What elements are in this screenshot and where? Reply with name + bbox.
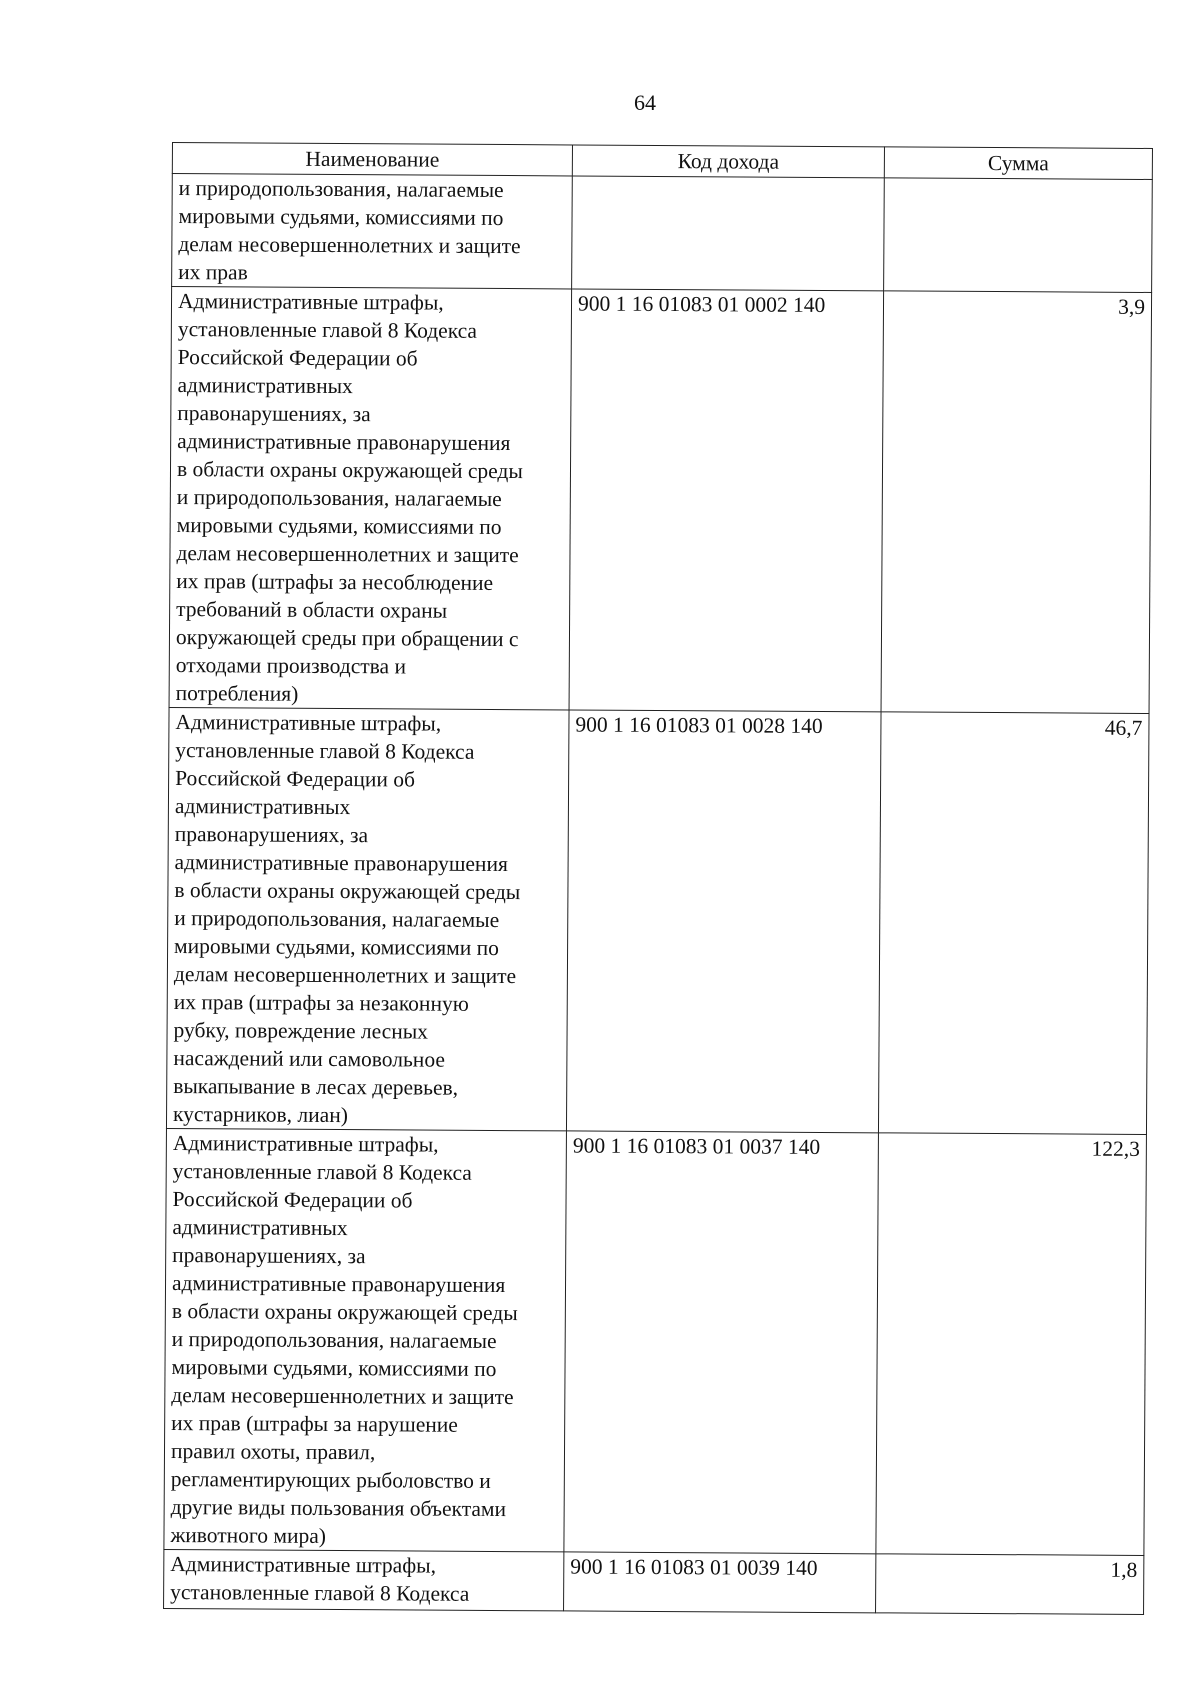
header-code: Код дохода — [572, 145, 884, 178]
row-code — [572, 176, 885, 291]
row-sum: 46,7 — [878, 712, 1149, 1135]
table-row — [164, 1128, 1147, 1555]
header-sum: Сумма — [884, 147, 1152, 180]
row-code: 900 1 16 01083 01 0039 140 — [564, 1552, 876, 1613]
row-sum: 3,9 — [881, 291, 1152, 714]
table-row — [169, 287, 1152, 714]
table-row — [166, 707, 1149, 1134]
row-code: 900 1 16 01083 01 0037 140 — [564, 1131, 879, 1554]
table-row — [164, 1549, 1144, 1614]
row-sum: 122,3 — [876, 1133, 1147, 1556]
table-row — [172, 174, 1153, 293]
row-sum: 1,8 — [876, 1554, 1144, 1615]
row-name: Административные штрафы, установленные главой 8 Кодекса — [164, 1549, 564, 1610]
row-name: и природопользования, налагаемые мировыми судьями, комиссиями по делам несовершеннолетних и защите их прав — [172, 174, 573, 289]
row-name: Административные штрафы, установленные главой 8 Кодекса Российской Федерации об административных правонарушениях, за административные правонарушения в области охраны окружающей среды и природопользования, налагаемые мировыми судьями, комиссиями по делам несовершеннолетних и защите их прав (штрафы за нарушение правил охоты, правил, регламентирующих рыболовство и другие виды пользования объектами животного мира) — [164, 1128, 567, 1551]
row-code: 900 1 16 01083 01 0028 140 — [566, 710, 881, 1133]
revenue-table — [163, 142, 1153, 1615]
header-name: Наименование — [172, 143, 572, 176]
row-name: Административные штрафы, установленные главой 8 Кодекса Российской Федерации об административных правонарушениях, за административные правонарушения в области охраны окружающей среды и природопользования, налагаемые мировыми судьями, комиссиями по делам несовершеннолетних и защите их прав (штрафы за незаконную рубку, повреждение лесных насаждений или самовольное выкапывание в лесах деревьев, кустарников, лиан) — [166, 707, 569, 1130]
row-sum — [884, 178, 1153, 293]
row-name: Административные штрафы, установленные главой 8 Кодекса Российской Федерации об административных правонарушениях, за административные правонарушения в области охраны окружающей среды и природопользования, налагаемые мировыми судьями, комиссиями по делам несовершеннолетних и защите их прав (штрафы за несоблюдение требований в области охраны окружающей среды при обращении с отходами производства и потребления) — [169, 287, 572, 710]
page-number: 64 — [634, 90, 656, 115]
row-code: 900 1 16 01083 01 0002 140 — [569, 289, 884, 712]
